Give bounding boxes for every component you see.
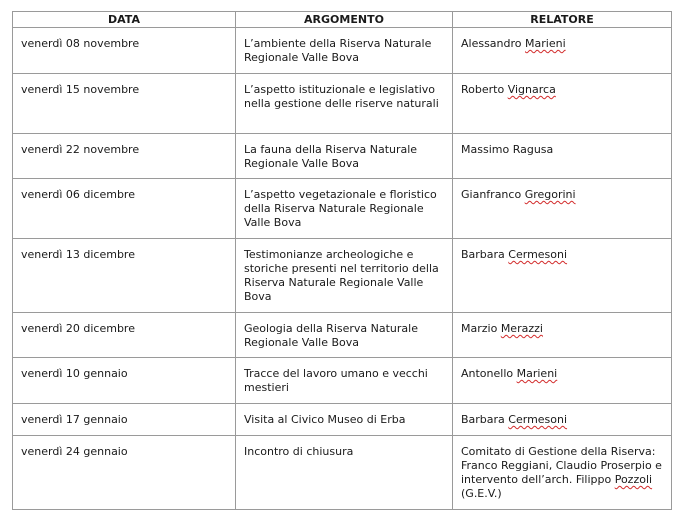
table-row xyxy=(13,179,672,239)
schedule-table xyxy=(12,11,672,510)
topic-cell: Incontro di chiusura xyxy=(236,436,453,510)
spellcheck-flagged-word: Marieni xyxy=(525,37,566,50)
speaker-text: Comitato di Gestione della Riserva: Franco Reggiani, Claudio Proserpio e intervento dell’arch. Filippo xyxy=(461,445,662,486)
header-row xyxy=(13,12,672,28)
date-cell: venerdì 13 dicembre xyxy=(13,239,236,313)
topic-cell: Visita al Civico Museo di Erba xyxy=(236,404,453,436)
speaker-text: Barbara xyxy=(461,413,509,426)
spellcheck-flagged-word: Cermesoni xyxy=(508,248,568,261)
topic-cell: L’aspetto istituzionale e legislativo nella gestione delle riserve naturali xyxy=(236,74,453,134)
date-cell: venerdì 15 novembre xyxy=(13,74,236,134)
topic-cell: Tracce del lavoro umano e vecchi mestieri xyxy=(236,358,453,404)
spellcheck-flagged-word: Gregorini xyxy=(524,188,576,201)
spellcheck-flagged-word: Merazzi xyxy=(500,322,543,335)
date-cell: venerdì 22 novembre xyxy=(13,134,236,179)
topic-cell: Geologia della Riserva Naturale Regionale Valle Bova xyxy=(236,313,453,358)
table-row xyxy=(13,239,672,313)
date-cell: venerdì 24 gennaio xyxy=(13,436,236,510)
speaker-text-rest: (G.E.V.) xyxy=(461,487,502,500)
header-date: DATA xyxy=(13,12,236,28)
speaker-cell xyxy=(453,239,672,313)
date-cell: venerdì 08 novembre xyxy=(13,28,236,74)
table-row xyxy=(13,313,672,358)
speaker-text: Antonello xyxy=(461,367,517,380)
speaker-cell xyxy=(453,134,672,179)
speaker-cell xyxy=(453,179,672,239)
topic-cell: Testimonianze archeologiche e storiche presenti nel territorio della Riserva Naturale Regionale Valle Bova xyxy=(236,239,453,313)
date-cell: venerdì 20 dicembre xyxy=(13,313,236,358)
table-row xyxy=(13,358,672,404)
table-row xyxy=(13,436,672,510)
speaker-text: Massimo Ragusa xyxy=(461,143,554,156)
spellcheck-flagged-word: Vignarca xyxy=(507,83,556,96)
date-cell: venerdì 06 dicembre xyxy=(13,179,236,239)
spellcheck-flagged-word: Cermesoni xyxy=(508,413,568,426)
header-topic: ARGOMENTO xyxy=(236,12,453,28)
speaker-cell xyxy=(453,28,672,74)
date-cell: venerdì 17 gennaio xyxy=(13,404,236,436)
speaker-cell xyxy=(453,404,672,436)
spellcheck-flagged-word: Marieni xyxy=(516,367,558,380)
speaker-cell xyxy=(453,436,672,510)
speaker-cell xyxy=(453,313,672,358)
speaker-text: Marzio xyxy=(461,322,501,335)
topic-cell: La fauna della Riserva Naturale Regionale Valle Bova xyxy=(236,134,453,179)
topic-cell: L’aspetto vegetazionale e floristico della Riserva Naturale Regionale Valle Bova xyxy=(236,179,453,239)
speaker-text: Gianfranco xyxy=(461,188,525,201)
speaker-text: Roberto xyxy=(461,83,508,96)
table-row xyxy=(13,74,672,134)
speaker-cell xyxy=(453,74,672,134)
header-speaker: RELATORE xyxy=(453,12,672,28)
table-row xyxy=(13,28,672,74)
topic-cell: L’ambiente della Riserva Naturale Regionale Valle Bova xyxy=(236,28,453,74)
table-row xyxy=(13,134,672,179)
table-row xyxy=(13,404,672,436)
date-cell: venerdì 10 gennaio xyxy=(13,358,236,404)
speaker-cell xyxy=(453,358,672,404)
speaker-text: Alessandro xyxy=(461,37,526,50)
spellcheck-flagged-word: Pozzoli xyxy=(614,473,653,486)
speaker-text: Barbara xyxy=(461,248,509,261)
